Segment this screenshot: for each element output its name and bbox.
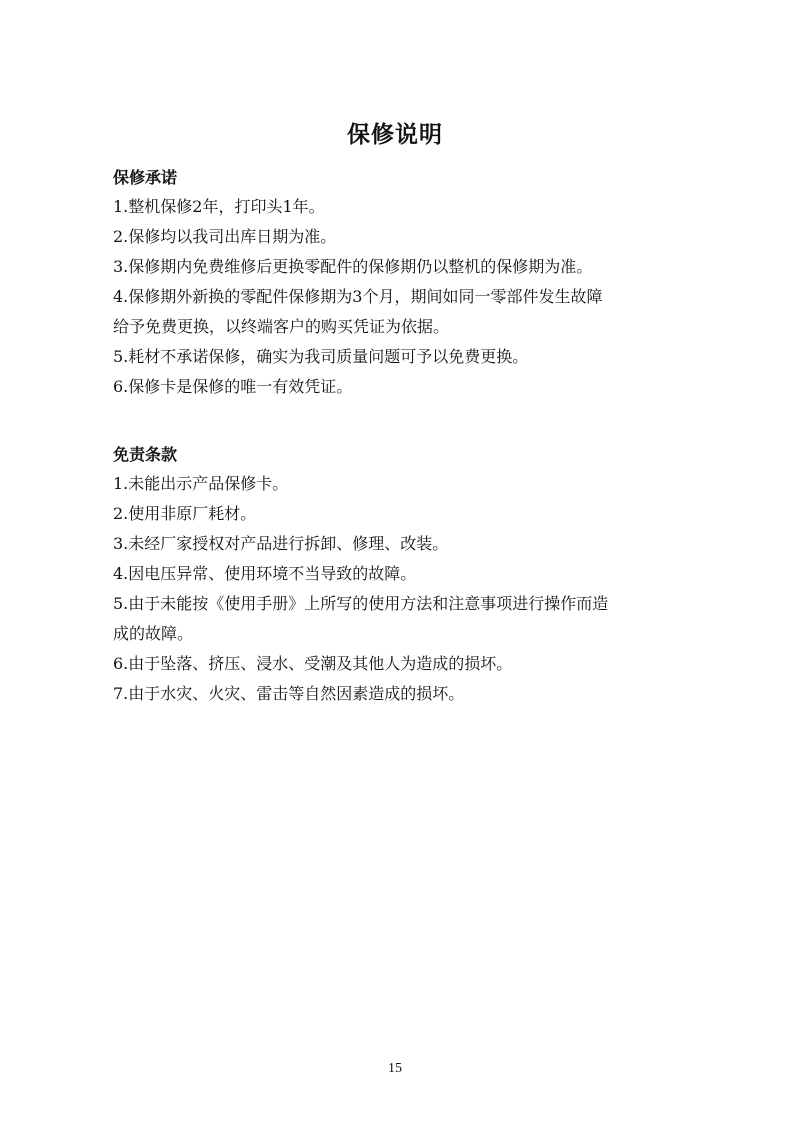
disclaimer-item bbox=[113, 499, 713, 529]
item-text: 3.保修期内免费维修后更换零配件的保修期仍以整机的保修期为准。 bbox=[113, 257, 593, 276]
item-text: 4.保修期外新换的零配件保修期为3个月，期间如同一零部件发生故障 bbox=[113, 287, 603, 306]
item-text: 2.使用非原厂耗材。 bbox=[113, 504, 257, 523]
warranty-item bbox=[113, 342, 713, 372]
item-text: 7.由于水灾、火灾、雷击等自然因素造成的损坏。 bbox=[113, 684, 465, 703]
page-number: 15 bbox=[388, 1061, 402, 1076]
warranty-list bbox=[113, 192, 713, 402]
disclaimer-item bbox=[113, 559, 713, 589]
item-text: 3.未经厂家授权对产品进行拆卸、修理、改装。 bbox=[113, 534, 449, 553]
item-text-continued: 成的故障。 bbox=[113, 624, 194, 643]
warranty-item bbox=[113, 192, 713, 222]
item-text: 5.由于未能按《使用手册》上所写的使用方法和注意事项进行操作而造 bbox=[113, 594, 609, 613]
item-text-continued: 给予免费更换，以终端客户的购买凭证为依据。 bbox=[113, 317, 450, 336]
disclaimer-item bbox=[113, 589, 713, 649]
warranty-item bbox=[113, 252, 713, 282]
item-text: 1.未能出示产品保修卡。 bbox=[113, 474, 289, 493]
warranty-section bbox=[113, 164, 713, 402]
disclaimer-section bbox=[113, 441, 713, 709]
item-text: 6.由于坠落、挤压、浸水、受潮及其他人为造成的损坏。 bbox=[113, 654, 513, 673]
disclaimer-item bbox=[113, 529, 713, 559]
page-title: 保修说明 bbox=[347, 122, 443, 148]
disclaimer-item bbox=[113, 649, 713, 679]
disclaimer-list bbox=[113, 469, 713, 709]
disclaimer-item bbox=[113, 469, 713, 499]
item-text: 6.保修卡是保修的唯一有效凭证。 bbox=[113, 377, 353, 396]
warranty-item bbox=[113, 372, 713, 402]
item-text: 2.保修均以我司出库日期为准。 bbox=[113, 227, 337, 246]
item-text: 4.因电压异常、使用环境不当导致的故障。 bbox=[113, 564, 417, 583]
warranty-item bbox=[113, 222, 713, 252]
warranty-item bbox=[113, 282, 713, 342]
item-text: 5.耗材不承诺保修，确实为我司质量问题可予以免费更换。 bbox=[113, 347, 529, 366]
warranty-heading: 保修承诺 bbox=[113, 168, 178, 187]
disclaimer-heading: 免责条款 bbox=[113, 445, 178, 464]
disclaimer-item bbox=[113, 679, 713, 709]
item-text: 1.整机保修2年，打印头1年。 bbox=[113, 197, 325, 216]
